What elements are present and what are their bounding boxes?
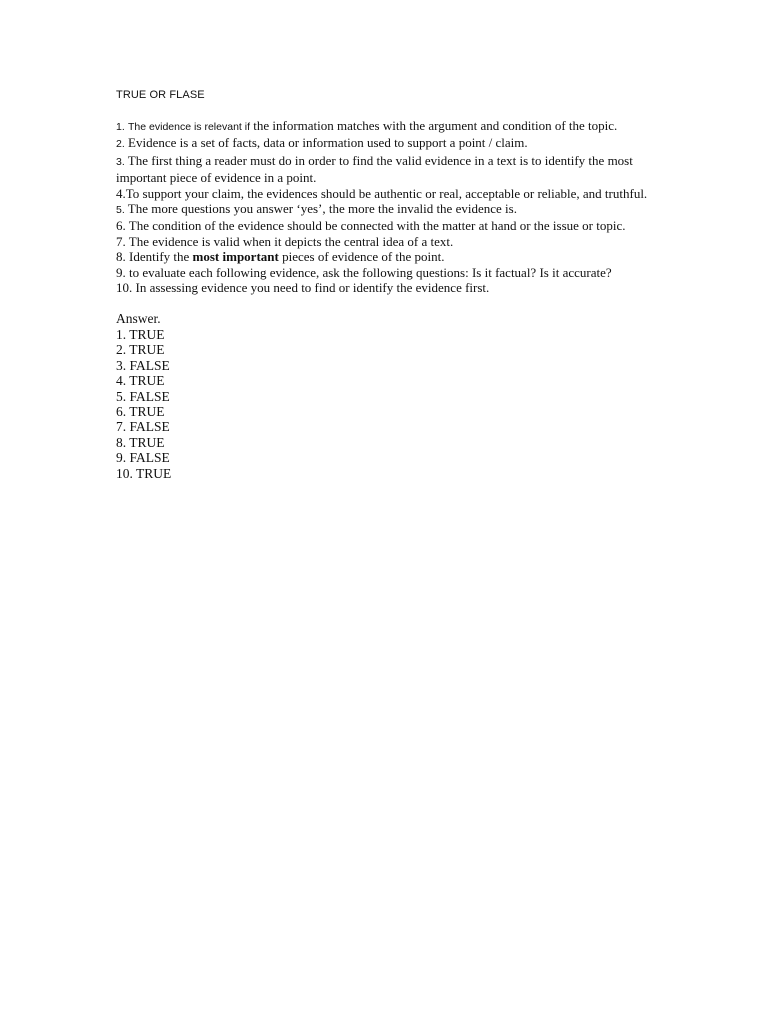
question-4 bbox=[116, 186, 656, 201]
question-2 bbox=[116, 135, 656, 152]
answers-heading: Answer. bbox=[116, 311, 161, 327]
question-1-text-a: The evidence is relevant if bbox=[128, 121, 250, 133]
answer-item: 3. FALSE bbox=[116, 357, 170, 373]
question-2-number: 2. bbox=[116, 138, 125, 151]
question-7-text: 7. The evidence is valid when it depicts the central idea of a text. bbox=[116, 233, 454, 249]
question-6 bbox=[116, 218, 656, 233]
question-9 bbox=[116, 265, 656, 280]
question-4-text: 4.To support your claim, the evidences should be authentic or real, acceptable or reliable, and truthful. bbox=[116, 185, 648, 201]
question-8-text-post: pieces of evidence of the point. bbox=[282, 249, 445, 265]
answer-item: 10. TRUE bbox=[116, 465, 172, 481]
document-title: TRUE OR FLASE bbox=[116, 89, 205, 101]
answer-item: 7. FALSE bbox=[116, 419, 170, 435]
question-7 bbox=[116, 234, 656, 249]
question-1-text-d: condition of the topic. bbox=[502, 118, 618, 133]
answer-item: 1. TRUE bbox=[116, 326, 165, 342]
answer-item: 2. TRUE bbox=[116, 342, 165, 358]
answer-item: 5. FALSE bbox=[116, 388, 170, 404]
question-1-number: 1. bbox=[116, 121, 125, 133]
answer-item: 6. TRUE bbox=[116, 403, 165, 419]
answer-item: 4. TRUE bbox=[116, 373, 165, 389]
question-5 bbox=[116, 201, 656, 218]
question-6-text: 6. The condition of the evidence should be connected with the matter at hand or the issue or topic. bbox=[116, 218, 626, 234]
question-1 bbox=[116, 118, 656, 135]
question-3-text: The first thing a reader must do in order to find the valid evidence in a text is to identify the most important piece of evidence in a point. bbox=[116, 152, 633, 186]
question-10-text: 10. In assessing evidence you need to find or identify the evidence first. bbox=[116, 280, 490, 296]
question-8-text-bold: most important bbox=[192, 249, 279, 265]
answer-item: 9. FALSE bbox=[116, 450, 170, 466]
question-10 bbox=[116, 280, 656, 295]
question-1-text-b: the information bbox=[253, 118, 334, 133]
answers-section bbox=[116, 311, 656, 480]
question-8 bbox=[116, 249, 656, 264]
question-3-number: 3. bbox=[116, 155, 125, 168]
question-5-text: The more questions you answer ‘yes’, the more the invalid the evidence is. bbox=[127, 201, 517, 217]
answers-list bbox=[116, 327, 656, 481]
question-list bbox=[116, 118, 656, 295]
question-8-text-pre: 8. Identify the bbox=[116, 249, 190, 265]
question-5-number: 5. bbox=[116, 204, 125, 217]
question-1-text-c: matches with the argument and bbox=[337, 118, 500, 133]
document-page bbox=[116, 88, 656, 481]
question-2-text: Evidence is a set of facts, data or information used to support a point / claim. bbox=[128, 135, 528, 151]
question-9-text: 9. to evaluate each following evidence, ask the following questions: Is it factual? Is it accurate? bbox=[116, 264, 612, 280]
answer-item: 8. TRUE bbox=[116, 434, 165, 450]
question-3 bbox=[116, 153, 656, 186]
